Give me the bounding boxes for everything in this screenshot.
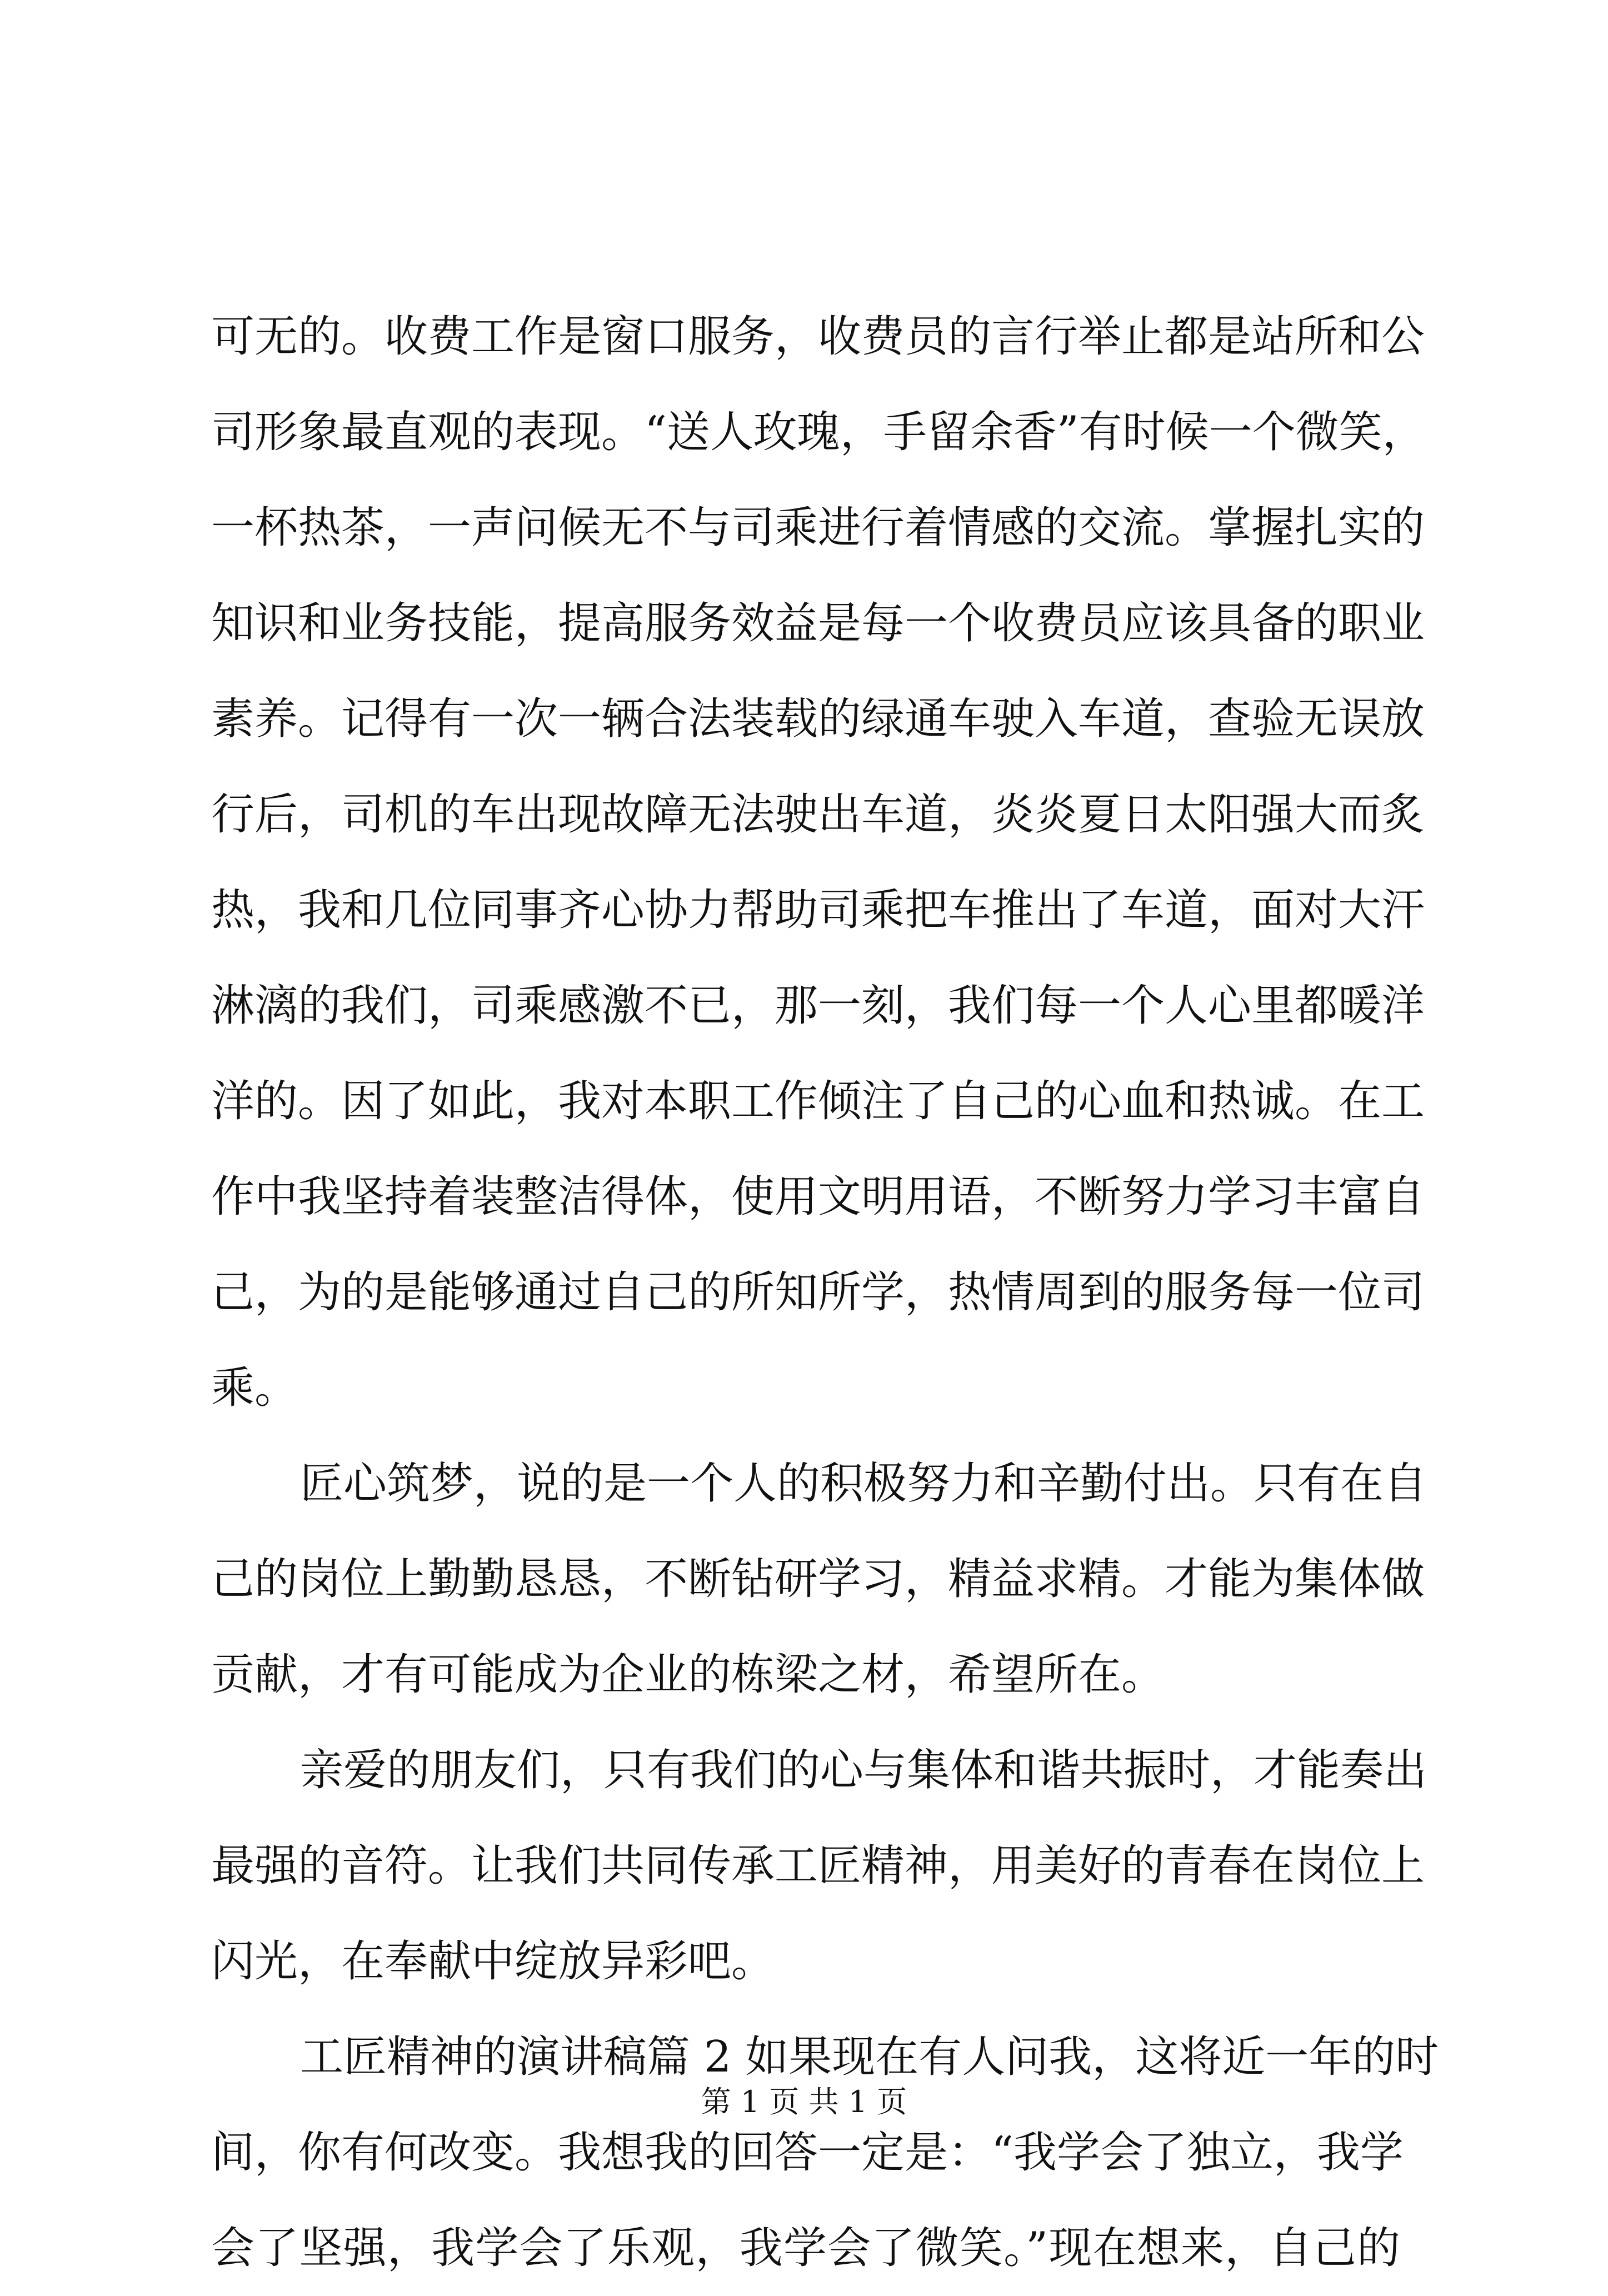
text-line: 洋的。因了如此，我对本职工作倾注了自己的心血和热诚。在工 <box>211 1076 1425 1126</box>
text-line: 一杯热茶，一声问候无不与司乘进行着情感的交流。掌握扎实的 <box>211 503 1425 553</box>
text-line: 素养。记得有一次一辆合法装载的绿通车驶入车道，查验无误放 <box>211 694 1425 744</box>
text-line: 贡献，才有可能成为企业的栋梁之材，希望所在。 <box>211 1650 1165 1700</box>
page-footer: 第 1 页 共 1 页 <box>701 2084 907 2119</box>
text-line: 热，我和几位同事齐心协力帮助司乘把车推出了车道，面对大汗 <box>211 885 1425 935</box>
text-line: 知识和业务技能，提高服务效益是每一个收费员应该具备的职业 <box>211 598 1425 648</box>
text-line: 行后，司机的车出现故障无法驶出车道，炎炎夏日太阳强大而炙 <box>211 790 1425 840</box>
text-line: 间，你有何改变。我想我的回答一定是：“我学会了独立，我学 <box>211 2128 1404 2178</box>
text-line: 乘。 <box>211 1363 298 1413</box>
text-line: 己的岗位上勤勤恳恳，不断钻研学习，精益求精。才能为集体做 <box>211 1554 1425 1604</box>
paragraph-first-line: 工匠精神的演讲稿篇 2 如果现在有人问我，这将近一年的时 <box>300 2032 1439 2082</box>
paragraph-first-line: 亲爱的朋友们，只有我们的心与集体和谐共振时，才能奏出 <box>300 1745 1427 1795</box>
text-line: 司形象最直观的表现。“送人玫瑰，手留余香”有时候一个微笑， <box>211 407 1426 457</box>
text-line: 会了坚强，我学会了乐观，我学会了微笑。”现在想来，自己的 <box>211 2223 1400 2273</box>
text-line: 己，为的是能够通过自己的所知所学，热情周到的服务每一位司 <box>211 1267 1425 1317</box>
document-body <box>211 289 1439 2296</box>
text-line: 可无的。收费工作是窗口服务，收费员的言行举止都是站所和公 <box>211 312 1425 362</box>
text-line: 淋漓的我们，司乘感激不已，那一刻，我们每一个人心里都暖洋 <box>211 981 1425 1031</box>
text-line: 最强的音符。让我们共同传承工匠精神，用美好的青春在岗位上 <box>211 1841 1425 1891</box>
text-line: 作中我坚持着装整洁得体，使用文明用语，不断努力学习丰富自 <box>211 1172 1425 1222</box>
text-line: 闪光，在奉献中绽放异彩吧。 <box>211 1936 775 1986</box>
paragraph-first-line: 匠心筑梦，说的是一个人的积极努力和辛勤付出。只有在自 <box>300 1459 1427 1509</box>
